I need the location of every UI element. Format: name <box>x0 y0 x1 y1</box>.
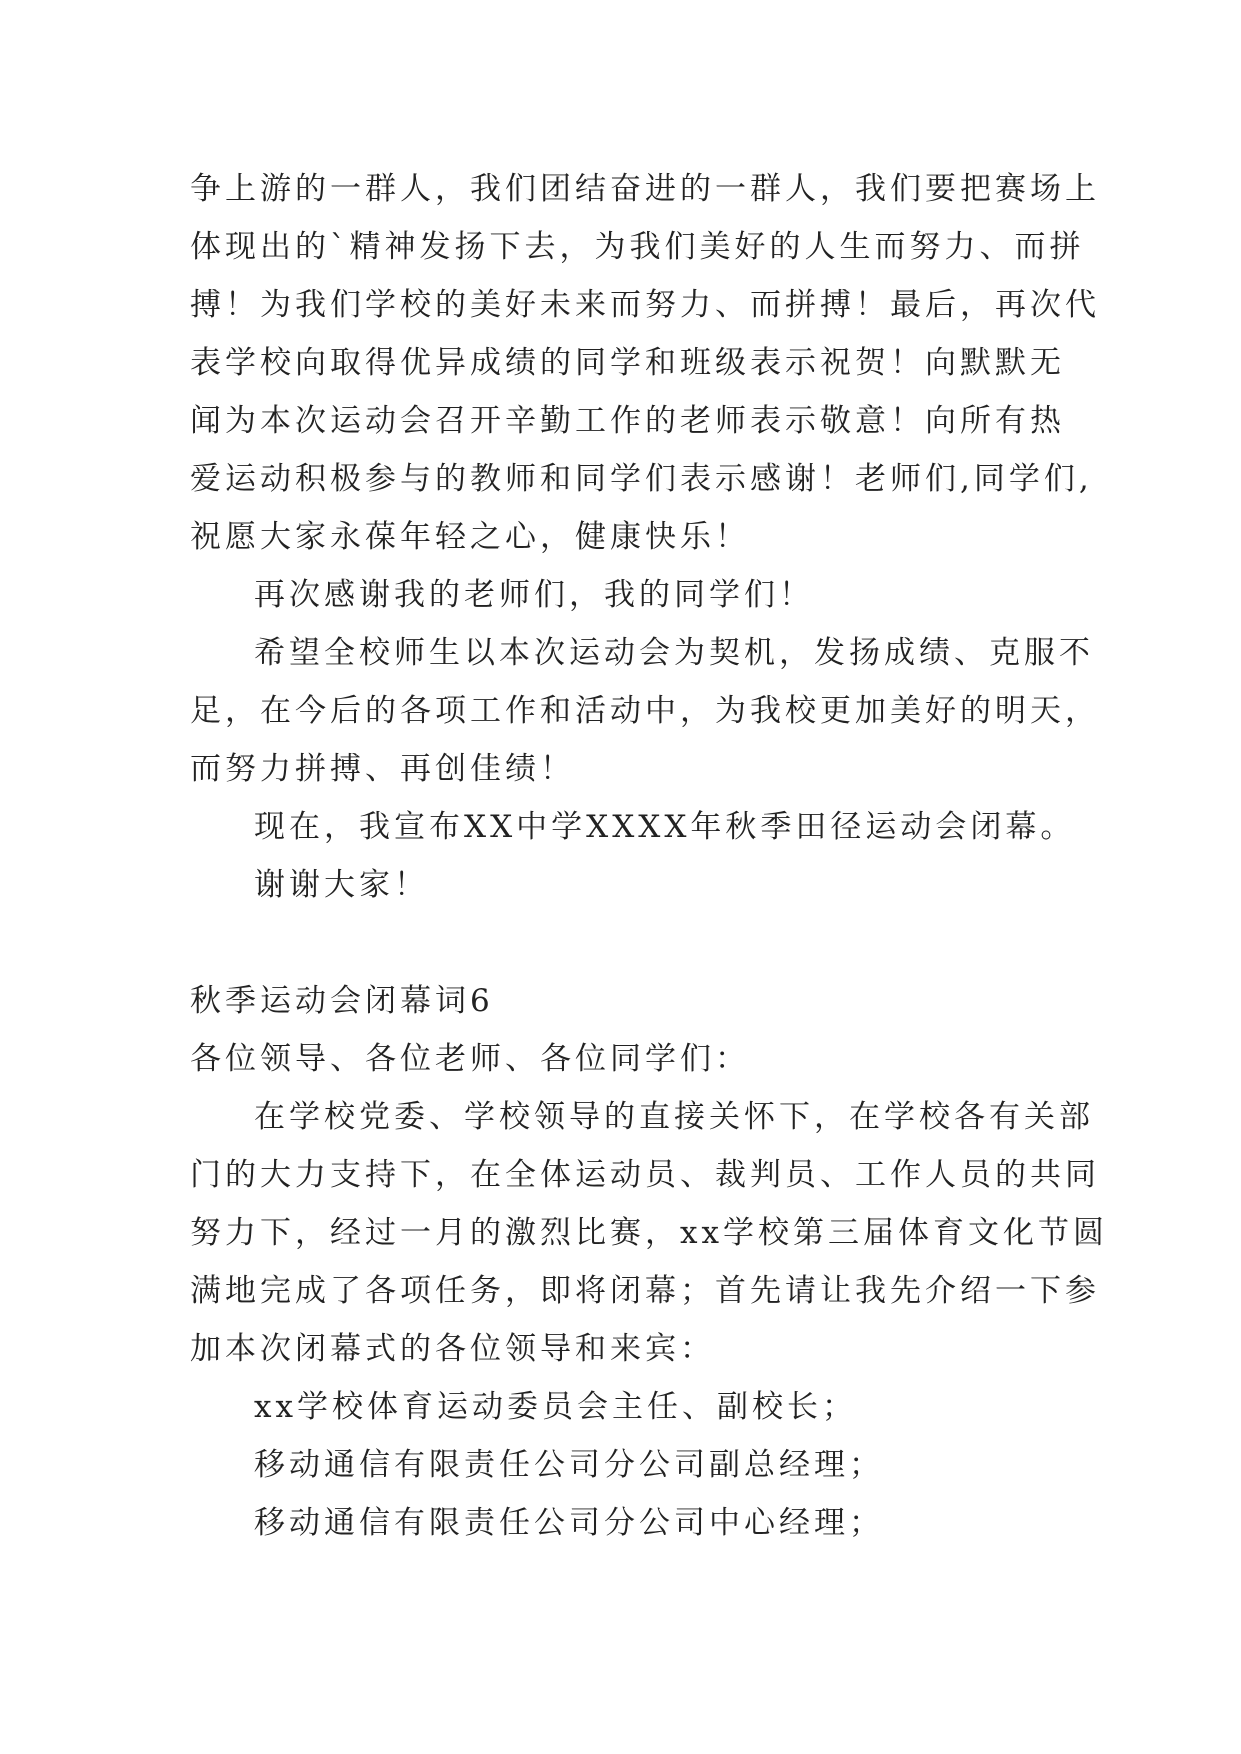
text-line: 表学校向取得优异成绩的同学和班级表示祝贺！向默默无 <box>190 345 1065 381</box>
text-line: 体现出的`精神发扬下去，为我们美好的人生而努力、而拼 <box>190 229 1085 265</box>
guest-item: 移动通信有限责任公司分公司中心经理； <box>254 1505 884 1541</box>
announce-paragraph: 现在，我宣布XX中学XXXX年秋季田径运动会闭幕。 <box>254 809 1076 845</box>
document-body <box>190 160 1108 1552</box>
thanks-paragraph: 再次感谢我的老师们，我的同学们！ <box>254 577 814 613</box>
text-line: 爱运动积极参与的教师和同学们表示感谢！老师们,同学们, <box>190 461 1093 497</box>
text-line: 搏！为我们学校的美好未来而努力、而拼搏！最后，再次代 <box>190 287 1100 323</box>
text-line: 足，在今后的各项工作和活动中，为我校更加美好的明天， <box>190 693 1100 729</box>
text-line: 努力下，经过一月的激烈比赛，xx学校第三届体育文化节圆 <box>190 1215 1108 1251</box>
text-line: 门的大力支持下，在全体运动员、裁判员、工作人员的共同 <box>190 1157 1100 1193</box>
guest-item: 移动通信有限责任公司分公司副总经理； <box>254 1447 884 1483</box>
closing-paragraph <box>190 160 1100 566</box>
guest-item: xx学校体育运动委员会主任、副校长； <box>254 1389 857 1425</box>
text-line: 争上游的一群人，我们团结奋进的一群人，我们要把赛场上 <box>190 171 1100 207</box>
text-line: 满地完成了各项任务，即将闭幕；首先请让我先介绍一下参 <box>190 1273 1100 1309</box>
section-spacer <box>190 914 1060 972</box>
text-line: 而努力拼搏、再创佳绩！ <box>190 751 575 787</box>
text-line: 希望全校师生以本次运动会为契机，发扬成绩、克服不 <box>254 635 1094 671</box>
section-title: 秋季运动会闭幕词6 <box>190 983 494 1019</box>
intro-paragraph <box>190 1088 1108 1378</box>
guest-list <box>190 1378 1060 1552</box>
text-line: 加本次闭幕式的各位领导和来宾： <box>190 1331 715 1367</box>
thank-all-paragraph: 谢谢大家！ <box>254 867 429 903</box>
salutation: 各位领导、各位老师、各位同学们： <box>190 1041 750 1077</box>
text-line: 祝愿大家永葆年轻之心，健康快乐！ <box>190 519 750 555</box>
hope-paragraph <box>190 624 1100 798</box>
text-line: 闻为本次运动会召开辛勤工作的老师表示敬意！向所有热 <box>190 403 1065 439</box>
text-line: 在学校党委、学校领导的直接关怀下，在学校各有关部 <box>254 1099 1094 1135</box>
